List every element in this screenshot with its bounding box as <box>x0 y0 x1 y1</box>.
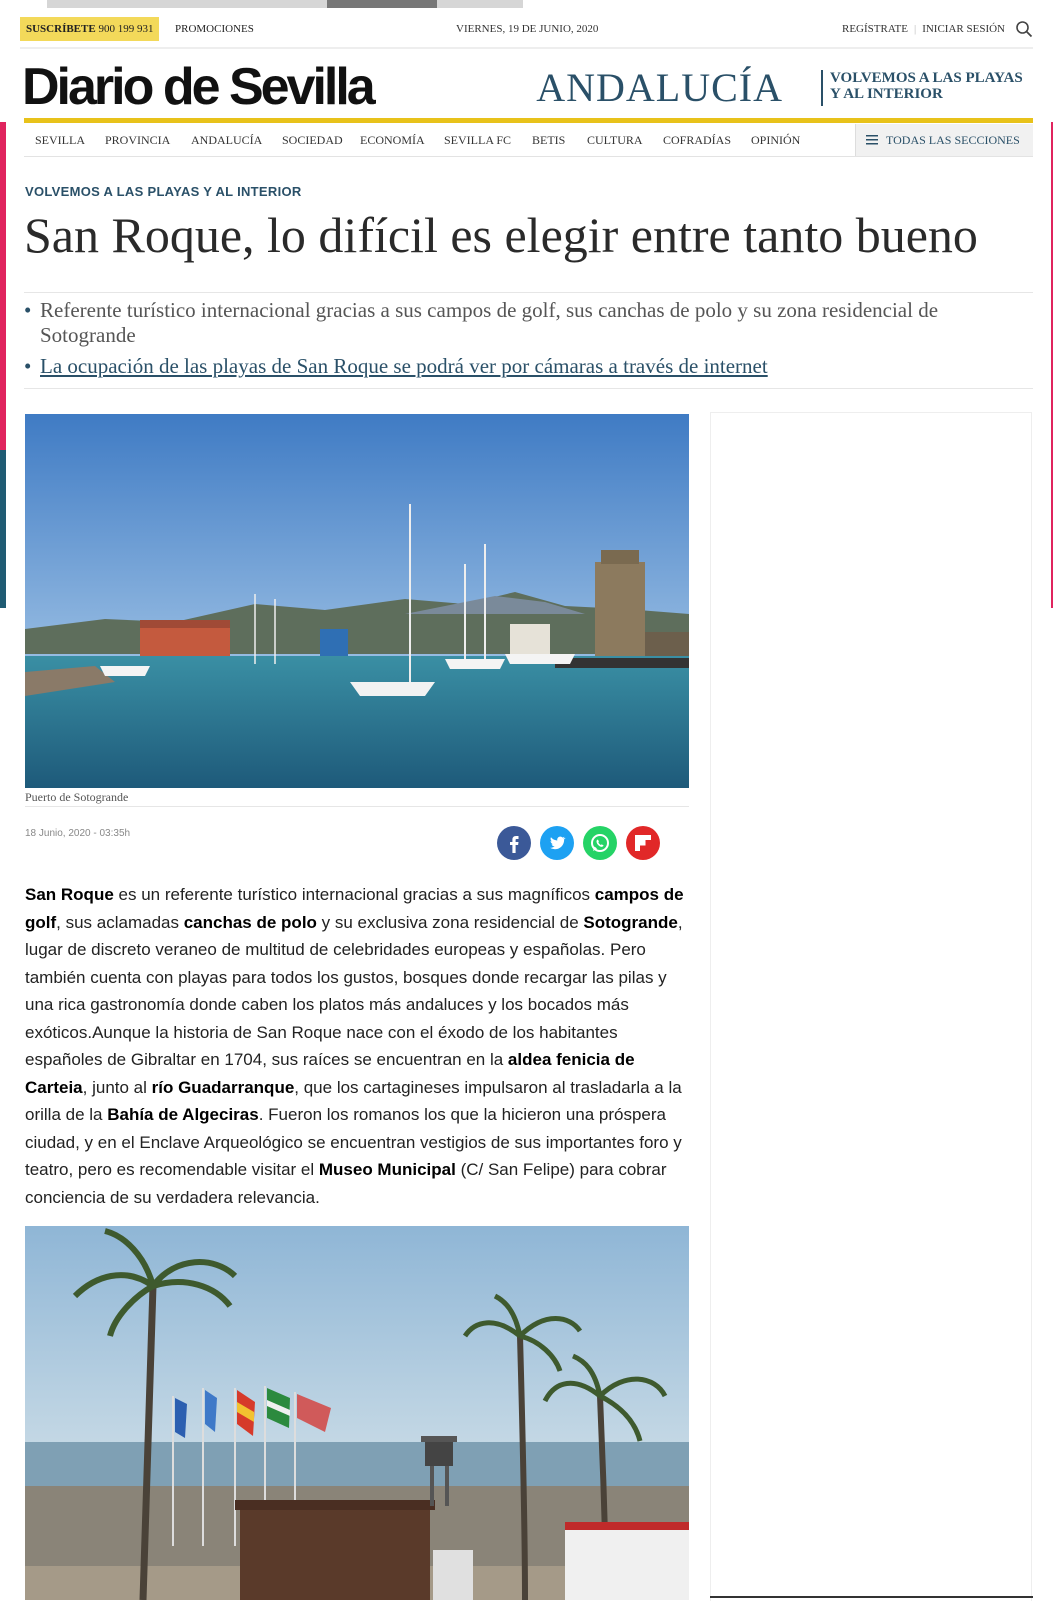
nav-item-sevilla[interactable]: SEVILLA <box>35 133 85 147</box>
nav-item-provincia[interactable]: PROVINCIA <box>105 133 171 147</box>
main-navigation <box>24 124 1033 157</box>
body-emphasis: río Guadarranque <box>151 1077 295 1097</box>
body-text-run: , lugar de discreto veraneo de multitud de celebridades europeas y españolas. Pero también cuenta con playas para todos los gustos, bosques donde recargar las pilas y una rica gastronomía donde caben los platos más andaluces y los bocados más exóticos.Aunque la historia de San Roque nace con el éxodo de los habitantes españoles de Gibraltar en 1704, sus raíces se encuentran en la <box>25 912 683 1069</box>
body-emphasis: campos de golf <box>25 885 684 932</box>
body-text-run: , sus aclamadas <box>56 912 184 932</box>
auth-links <box>842 17 1005 41</box>
subscribe-button[interactable] <box>20 17 159 41</box>
summary-item-link[interactable] <box>24 354 1024 379</box>
nav-item-sevilla-fc[interactable]: SEVILLA FC <box>444 133 512 147</box>
body-emphasis: aldea fenicia de Carteia <box>25 1050 635 1097</box>
left-edge-ad-lower[interactable] <box>0 450 6 608</box>
article-body <box>25 881 693 1211</box>
summary-item <box>24 298 1024 348</box>
body-emphasis: Bahía de Algeciras <box>107 1105 259 1124</box>
related-article-link[interactable]: La ocupación de las playas de San Roque se podrá ver por cámaras a través de internet <box>40 354 768 378</box>
sidebar-divider <box>710 1596 1033 1598</box>
section-title[interactable]: ANDALUCÍA <box>536 65 783 110</box>
body-text-run: es un referente turístico internacional gracias a sus magníficos <box>113 885 595 904</box>
article-photo-harbor[interactable] <box>25 414 689 788</box>
promotions-link[interactable]: PROMOCIONES <box>175 23 254 35</box>
auth-separator: | <box>913 23 917 35</box>
facebook-icon <box>497 826 531 860</box>
nav-item-economia[interactable]: ECONOMÍA <box>360 133 425 147</box>
login-link[interactable]: INICIAR SESIÓN <box>922 23 1005 35</box>
summary-text: Referente turístico internacional gracias a sus campos de golf, sus canchas de polo y su zona residencial de Sotogrande <box>40 298 939 347</box>
article-photo-beach[interactable] <box>25 1226 689 1600</box>
photo-caption: Puerto de Sotogrande <box>25 788 689 807</box>
left-edge-ad[interactable] <box>0 122 6 450</box>
all-sections-label: TODAS LAS SECCIONES <box>886 133 1020 147</box>
share-whatsapp-button[interactable] <box>583 826 617 860</box>
site-logo[interactable]: Diario de Sevilla <box>22 58 373 116</box>
subscribe-label: SUSCRÍBETE <box>26 23 96 35</box>
top-ad-strip <box>47 0 523 8</box>
section-title-separator <box>821 70 823 106</box>
utility-divider <box>20 47 1033 49</box>
current-date: VIERNES, 19 DE JUNIO, 2020 <box>456 23 599 35</box>
harbor-photo-illustration <box>25 414 689 788</box>
register-link[interactable]: REGÍSTRATE <box>841 23 908 35</box>
menu-icon <box>866 135 878 145</box>
share-flipboard-button[interactable] <box>626 826 660 860</box>
section-subtitle-line-1: VOLVEMOS A LAS PLAYAS <box>830 70 1023 86</box>
sidebar-ad-slot <box>710 412 1032 1601</box>
section-subtitle-line-2: Y AL INTERIOR <box>830 86 943 102</box>
twitter-icon <box>540 826 574 860</box>
nav-item-betis[interactable]: BETIS <box>532 133 566 147</box>
publish-timestamp: 18 Junio, 2020 - 03:35h <box>25 828 131 839</box>
all-sections-button[interactable] <box>855 124 1033 156</box>
share-facebook-button[interactable] <box>497 826 531 860</box>
search-icon[interactable] <box>1015 20 1033 38</box>
body-emphasis: San Roque <box>25 885 114 904</box>
headline-divider <box>24 292 1033 293</box>
nav-item-cultura[interactable]: CULTURA <box>587 133 643 147</box>
share-twitter-button[interactable] <box>540 826 574 860</box>
body-text-run: , que los cartagineses impulsaron al trasladarla a la orilla de la <box>25 1077 682 1124</box>
whatsapp-icon <box>583 826 617 860</box>
article-summary <box>24 298 1024 385</box>
body-text-run: . Fueron los romanos los que la hicieron una próspera ciudad, y en el Enclave Arqueológico se encuentran vestigios de sus importantes foro y teatro, pero es recomendable visitar el <box>25 1105 682 1179</box>
nav-item-sociedad[interactable]: SOCIEDAD <box>282 133 343 147</box>
subscribe-phone: 900 199 931 <box>98 23 154 35</box>
header-accent-rule <box>24 118 1033 123</box>
body-text-run: y su exclusiva zona residencial de <box>316 912 584 932</box>
summary-divider <box>24 388 1033 389</box>
article-kicker[interactable]: VOLVEMOS A LAS PLAYAS Y AL INTERIOR <box>25 184 302 199</box>
body-text-run: (C/ San Felipe) para cobrar conciencia de su verdadera relevancia. <box>25 1160 667 1207</box>
beach-photo-illustration <box>25 1226 689 1600</box>
section-subtitle[interactable] <box>830 70 1040 102</box>
body-emphasis: Museo Municipal <box>318 1160 456 1179</box>
nav-item-cofradias[interactable]: COFRADÍAS <box>663 133 732 147</box>
body-emphasis: Sotogrande <box>583 912 678 932</box>
body-text-run: , junto al <box>82 1077 152 1097</box>
nav-item-andalucia[interactable]: ANDALUCÍA <box>191 133 263 147</box>
utility-bar <box>20 17 1033 43</box>
article-headline: San Roque, lo difícil es elegir entre tanto bueno <box>24 207 978 263</box>
body-emphasis: canchas de polo <box>183 912 317 932</box>
nav-item-opinion[interactable]: OPINIÓN <box>751 133 801 147</box>
flipboard-icon <box>626 826 660 860</box>
